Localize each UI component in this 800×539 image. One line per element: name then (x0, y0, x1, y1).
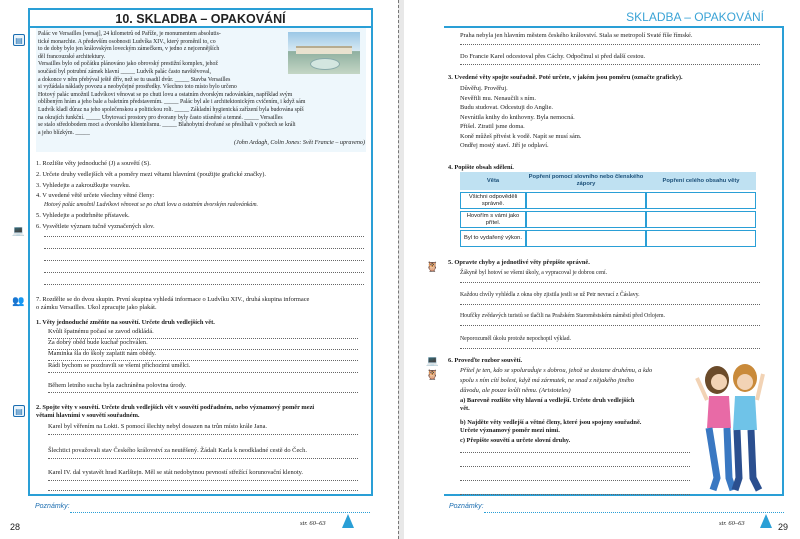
table-cell-answer[interactable] (526, 211, 646, 228)
table-row (460, 230, 756, 247)
answer-line[interactable] (44, 260, 364, 261)
answer-line[interactable] (48, 392, 358, 393)
answer-line[interactable] (460, 480, 690, 481)
girls-illustration (695, 358, 765, 498)
passage-line: se stalo středobodem moci a dvorského klientelismu. _____ Blahobytní dvořané se přeslíhali v počtech se králi (38, 122, 296, 129)
table-cell-answer[interactable] (526, 230, 646, 247)
passage-line: si vyžádala náklady povozu a neobyčejné prostředky. Všechno toto místo bylo určeno (38, 84, 237, 91)
table-header: Popření pomocí slovního nebo členského zápory (526, 172, 646, 190)
answer-line[interactable] (48, 434, 358, 435)
computer-icon: 💻 (426, 356, 439, 367)
table-cell-answer[interactable] (646, 230, 756, 247)
answer-line[interactable] (48, 458, 358, 459)
passage-line: tické monarchie. A především osobnosti Ludvíka XIV., který proměnil to, co (38, 38, 216, 45)
exercise-2-question: 2. Spojte věty v souvětí. Určete druh vedlejších vět v souvětí podřadném, nebo významový poměr mezi (36, 404, 315, 411)
exercise-item: Neporozuměl úkolu protože nepochopil výklad. (460, 336, 571, 342)
passage-line: a jeho blízkým. _____ (38, 129, 90, 136)
task-item: 4. V uvedené větě určete všechny větné členy: (36, 192, 155, 199)
page-title: SKLADBA – OPAKOVÁNÍ (626, 10, 764, 24)
owl-icon: 🦉 (426, 370, 439, 381)
sentence-line: Praha nebyla jen hlavním městem českého království. Stala se metropolí Svaté říše římské. (460, 32, 693, 39)
quote-line: spolu s ním cítí bolest, když má zármutek, ne snad z nějakého jiného (460, 377, 634, 384)
logo-icon (760, 514, 772, 528)
exercise-5-question: 5. Opravte chyby a jednotlivé věty přepište správně. (448, 259, 590, 266)
page-reference: str. 60–63 (719, 520, 745, 527)
subtask-c: c) Přepište souvětí a určete slovní druhy. (460, 437, 571, 444)
exercise-item: Ondřej mostý staví. Jiří je odplaví. (460, 142, 549, 149)
notes-line (484, 512, 784, 513)
task-item: 5. Vyhledejte a podtrhněte přístavek. (36, 212, 130, 219)
answer-line[interactable] (460, 44, 760, 45)
passage-line: Palác ve Versailles [versaj], 24 kilometrů od Paříže, je monumentem absolutis- (38, 31, 221, 37)
task-item: 6. Vysvětlete význam tučně vyznačených slov. (36, 223, 155, 230)
exercise-3-question: 3. Uvedené věty spojte souřadně. Poté určete, v jakém jsou poměru (označte graficky). (448, 74, 683, 81)
exercise-item: Žákyně byl hotoví se všemi úkoly, a vypracoval je dobrou cení. (460, 270, 608, 276)
exercise-item: Budu studovat. Odcestuji do Anglie. (460, 104, 554, 111)
exercise-6-question: 6. Proveďte rozbor souvětí. (448, 357, 523, 364)
exercise-item: Důvěřuj. Prověřuj. (460, 85, 508, 92)
task-item: 1. Rozlište věty jednoduché (J) a souvětí (S). (36, 160, 151, 167)
notes-line (70, 512, 370, 513)
passage-line: Hotový palác umožnil Ludvíkovi věnovat se po chuti lovu a ostatním dvorským radovánkám, například svým (38, 91, 293, 98)
answer-line[interactable] (460, 348, 760, 349)
book-icon: ▤ (13, 405, 25, 417)
table-row (460, 192, 756, 209)
page-title: 10. SKLADBA – OPAKOVÁNÍ (28, 8, 373, 26)
subtask-b: Určete významový poměr mezi nimi. (460, 427, 560, 434)
logo-icon (342, 514, 354, 528)
task-item: 3. Vyhledejte a zakroužkujte vsuvku. (36, 182, 131, 189)
people-icon: 👥 (12, 296, 25, 307)
answer-line[interactable] (44, 284, 364, 285)
page-reference: str. 60–63 (300, 520, 326, 527)
answer-line[interactable] (460, 325, 760, 326)
answer-line[interactable] (48, 372, 358, 373)
passage-line: Versailles bylo od počátku plánováno jako obrovský prestižní komplex, jehož (38, 61, 218, 68)
answer-line[interactable] (460, 466, 690, 467)
answer-line[interactable] (460, 64, 760, 65)
exercise-item: Za dobrý oběd bude kuchař pochválen. (48, 339, 148, 346)
passage-line: to de doby bylo jen královským loveckým zámečkem, v jedno z nejcennějších (38, 46, 220, 53)
passage-line: a dokonce v něm přebýval ještě dřív, než se tu usadil dvůr. _____ Stavba Versailles (38, 76, 231, 83)
answer-line[interactable] (460, 494, 690, 495)
exercise-4-question: 4. Popište obsah sdělení. (448, 164, 514, 171)
task-item: Hotový palác umožnil Ludvíkovi věnovat se po chuti lovu a ostatním dvorským radovánkám. (44, 202, 258, 208)
answer-line[interactable] (460, 452, 690, 453)
sentence-table (460, 170, 756, 249)
table-cell-answer[interactable] (646, 211, 756, 228)
notes-label: Poznámky: (35, 503, 70, 510)
table-cell-sentence: Hovořím s vámi jako přítel. (460, 211, 526, 228)
computer-icon: 💻 (12, 226, 25, 237)
passage-line: součástí byl potrubní zámek hlavní _____ Ludvík palác často navštěvoval, (38, 69, 211, 75)
quote-line: důvodu, ale pouze kvůli němu. (Aristoteles) (460, 387, 571, 394)
exercise-item: Každou chvíly vyhlédla z okna oby zjistila jestli se už Petr nevrací z Čáslavy. (460, 292, 640, 298)
passage-line: děl francouzské architektury. (38, 53, 106, 60)
book-icon: ▤ (13, 34, 25, 46)
subtask-a: a) Barevně rozlište věty hlavní a vedlejší. Určete druh vedlejších (460, 397, 635, 404)
answer-line[interactable] (44, 236, 364, 237)
exercise-item: Houfčky zvědavých turistů se tlačili na Pražském Staroměstském náměstí před Orlojem. (460, 313, 665, 319)
answer-line[interactable] (460, 304, 760, 305)
subtask-a: vět. (460, 405, 470, 412)
exercise-item: Přišel. Ztratil jsme doma. (460, 123, 525, 130)
table-cell-sentence: Byl to vydařený výkon. (460, 230, 526, 247)
answer-line[interactable] (460, 282, 760, 283)
answer-line[interactable] (44, 248, 364, 249)
task-item: 2. Určete druhy vedlejších vět a poměry mezi větami hlavními (použijte grafické značky). (36, 171, 266, 178)
answer-line[interactable] (48, 480, 358, 481)
notes-label: Poznámky: (449, 503, 484, 510)
answer-line[interactable] (48, 490, 358, 491)
task7-line: 7. Rozdělte se do dvou skupin. První skupina vyhledá informace o Ludvíku XIV., druhá skupina informace (36, 296, 310, 303)
exercise-1-question: 1. Věty jednoduché změňte na souvětí. Určete druh vedlejších vět. (36, 319, 215, 326)
exercise-item: Během letního sucha byla zachráněna polovina úrody. (48, 382, 187, 389)
sentence-line: Do Francie Karel odcestoval přes Cáchy. Odpočinul si před další cestou. (460, 53, 646, 60)
task7-line: o zámku Versailles. Ukol zpracujte jako plakát. (36, 304, 157, 311)
answer-line[interactable] (44, 272, 364, 273)
exercise-item: Kvůli špatnému počasí se zavod odkládá. (48, 328, 154, 335)
subtask-b: b) Najděte věty vedlejší a větné členy, které jsou spojeny souřadně. (460, 419, 642, 426)
exercise-item: Nevrátila knihy do knihovny. Byla nemocná. (460, 113, 575, 121)
table-cell-answer[interactable] (646, 192, 756, 209)
table-cell-answer[interactable] (526, 192, 646, 209)
quote-line: Přítel je ten, kdo se spolurad́uje s dobrou, jehož se dostane druhému, a kdo (460, 367, 653, 374)
page-number: 29 (778, 522, 789, 532)
passage-line: oblíbeným hrám a jeho bale a baletním představením. _____ Palác byl ale i architektonickým cvičením, i když sám (38, 99, 306, 106)
left-page (0, 0, 398, 539)
exercise-item: Karel byl věřením na Lokti. S pomocí šlechty nebyl dosazen na trůn místo krále Jana. (48, 423, 267, 430)
table-cell-sentence: Všichni odpověděli správně. (460, 192, 526, 209)
exercise-item: Rádi bychom se pozdravili se všemi příchozími umělci. (48, 362, 191, 369)
owl-icon: 🦉 (426, 262, 439, 273)
table-header: Popření celého obsahu věty (646, 172, 756, 190)
exercise-item: Koně můžeš přivést k vodě. Napít se musí sám. (460, 132, 582, 140)
passage-line: na okrajích funkční. _____ Ubytovací prostory pro dvorany byly často stísněné a temné. _____ Versailles (38, 114, 283, 121)
answer-line[interactable] (48, 360, 358, 361)
exercise-2-question: větami hlavními v souvětí souřadném. (36, 412, 140, 419)
exercise-item: Šlechtici považovali stav Českého království za neutěšený. Žádali Karla k neodkladné cestě do Čech. (48, 447, 307, 454)
exercise-item: Karel IV. dal vystavět hrad Karlštejn. Měl se stát nedobytnou pevností střežící korunovační klenoty. (48, 469, 304, 476)
page-number: 28 (10, 522, 21, 532)
exercise-item: Maminka šla do školy zaplatit nám obědy. (48, 350, 157, 357)
exercise-item: Nevěřili mu. Nenaučili s ním. (460, 94, 536, 102)
passage-line: Ludvík kladl důraz na jeho společenskou a politickou roli. _____ Základní hygienická zařízení byla budována spíš (38, 107, 304, 113)
passage-source: (John Ardagh, Colin Jones: Svět Francie – upraveno) (234, 140, 365, 146)
table-row (460, 211, 756, 228)
table-header: Věta (460, 172, 526, 190)
